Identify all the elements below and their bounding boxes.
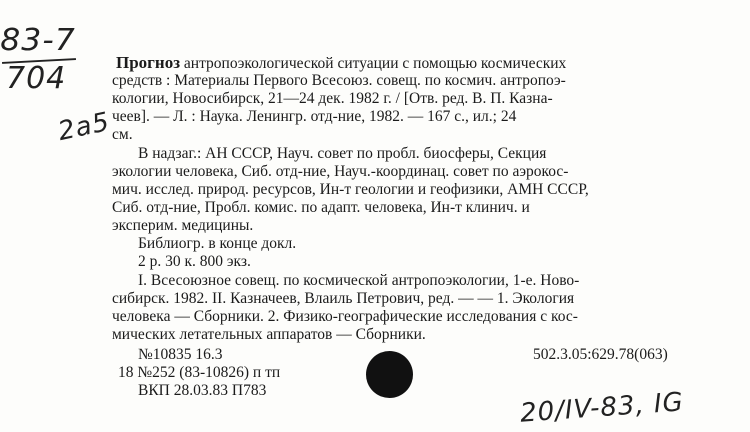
note-line-3: мич. исслед. природ. ресурсов, Ин-т геологии и геофизики, АМН СССР, — [112, 181, 589, 198]
subject-line-1: I. Всесоюзное совещ. по космической антропоэкологии, 1-е. Ново- — [138, 272, 580, 289]
punch-hole — [366, 351, 413, 398]
entry-title-word: Прогноз — [116, 53, 181, 72]
entry-line-2: средств : Материалы Первого Всесоюз. совещ. по космич. антропоэ- — [112, 72, 566, 89]
note-line-2: экологии человека, Сиб. отд-ние, Науч.-координац. совет по аэрокос- — [112, 163, 569, 180]
subject-line-4: мических летательных аппаратов — Сборники. — [112, 326, 426, 343]
entry-line-3: кологии, Новосибирск, 21—24 дек. 1982 г. / [Отв. ред. В. П. Казна- — [112, 90, 553, 107]
price-run: 2 р. 30 к. 800 экз. — [138, 253, 251, 270]
note-line-1: В надзаг.: АН СССР, Науч. совет по пробл. биосферы, Секция — [138, 145, 547, 162]
handwritten-shelf-bottom: 704 — [6, 61, 67, 96]
note-line-4: Сиб. отд-ние, Пробл. комис. по адапт. человека, Ин-т клинич. и — [112, 199, 530, 216]
card-line-3: ВКП 28.03.83 П783 — [138, 382, 267, 399]
note-line-5: эксперим. медицины. — [112, 217, 254, 234]
entry-line-5: см. — [112, 126, 133, 143]
entry-title-line — [116, 54, 566, 73]
subject-line-3: человека — Сборники. 2. Физико-географические исследования с кос- — [112, 308, 578, 325]
handwritten-shelf-top: 83-7 — [0, 23, 76, 58]
bibliography-note: Библиогр. в конце докл. — [138, 235, 297, 252]
subject-line-2: сибирск. 1982. II. Казначеев, Влаиль Петрович, ред. — — 1. Экология — [112, 290, 575, 307]
card-line-2: 18 №252 (83-10826) п тп — [118, 364, 281, 381]
handwritten-date: 20/IV-83, IG — [519, 387, 685, 429]
card-number: №10835 16.3 — [138, 346, 223, 363]
udc-code: 502.3.05:629.78(063) — [533, 346, 668, 363]
handwritten-side-mark: 2a5 — [55, 106, 113, 148]
entry-line-4: чеев]. — Л. : Наука. Ленингр. отд-ние, 1982. — 167 с., ил.; 24 — [112, 108, 517, 125]
entry-title-rest: антропоэкологической ситуации с помощью космических — [180, 55, 567, 72]
